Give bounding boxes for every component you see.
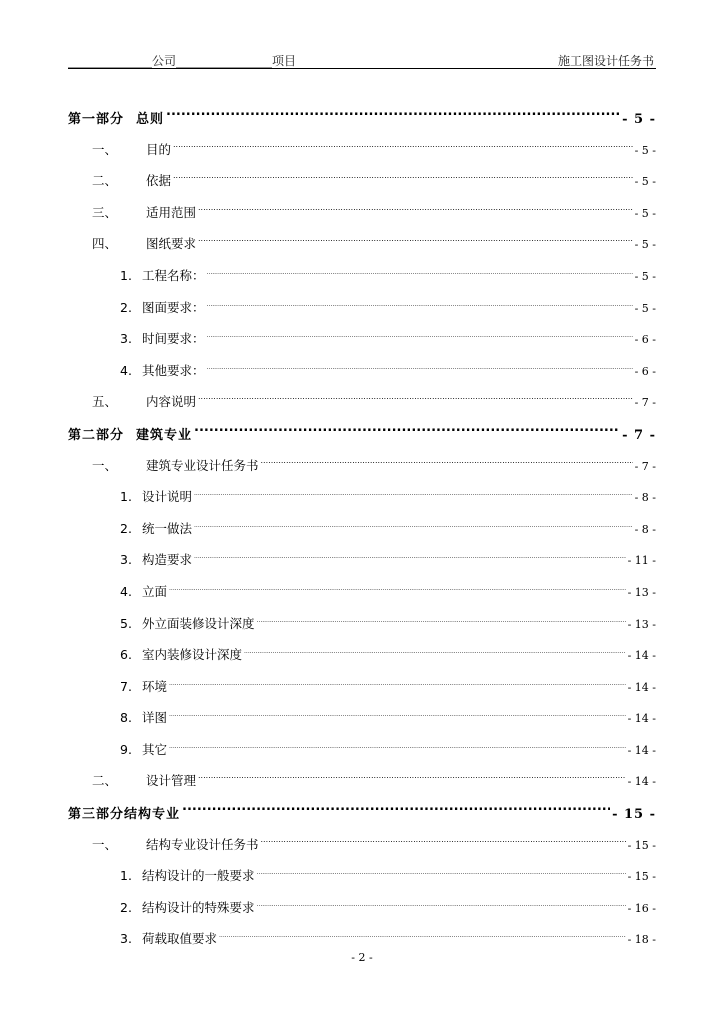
toc-dot-leader bbox=[207, 268, 633, 280]
toc-entry[interactable] bbox=[68, 550, 656, 582]
toc-entry-page: - 8 - bbox=[634, 491, 656, 505]
toc-entry[interactable] bbox=[68, 108, 656, 140]
toc-entry-title: 图纸要求 bbox=[146, 236, 197, 252]
toc-entry-label bbox=[92, 171, 171, 189]
toc-entry-number: 四、 bbox=[92, 236, 118, 252]
toc-entry-title: 统一做法 bbox=[142, 520, 193, 536]
toc-entry-page: - 7 - bbox=[622, 427, 656, 443]
toc-dot-leader bbox=[257, 900, 626, 912]
toc-dot-leader bbox=[169, 742, 626, 754]
toc-dot-leader bbox=[198, 205, 633, 217]
toc-dot-leader bbox=[194, 427, 620, 439]
toc-entry-number: 4. bbox=[120, 583, 132, 599]
toc-entry-page: - 14 - bbox=[627, 680, 656, 694]
toc-entry[interactable] bbox=[68, 866, 656, 898]
toc-entry[interactable] bbox=[68, 266, 656, 298]
toc-entry-number: 1. bbox=[120, 868, 132, 884]
toc-dot-leader bbox=[169, 584, 626, 596]
toc-entry-number: 8. bbox=[120, 710, 132, 726]
toc-entry-label bbox=[120, 582, 167, 600]
toc-entry-page: - 11 - bbox=[627, 554, 656, 568]
toc-entry-number: 一、 bbox=[92, 141, 118, 157]
toc-entry-page: - 6 - bbox=[634, 364, 656, 378]
toc-entry-label bbox=[92, 203, 196, 221]
toc-entry-label bbox=[120, 487, 192, 505]
toc-entry-page: - 13 - bbox=[627, 585, 656, 599]
toc-entry[interactable] bbox=[68, 771, 656, 803]
toc-dot-leader bbox=[194, 521, 633, 533]
toc-entry-title: 工程名称： bbox=[142, 267, 205, 283]
toc-dot-leader bbox=[219, 931, 626, 943]
toc-entry-label bbox=[68, 424, 192, 443]
toc-entry-title: 设计管理 bbox=[146, 773, 197, 789]
toc-entry-page: - 5 - bbox=[634, 238, 656, 252]
toc-entry-label bbox=[120, 614, 255, 632]
toc-entry-label bbox=[120, 550, 192, 568]
toc-entry[interactable] bbox=[68, 898, 656, 930]
toc-entry-page: - 6 - bbox=[634, 333, 656, 347]
toc-entry-number: 2. bbox=[120, 299, 132, 315]
toc-dot-leader bbox=[207, 331, 633, 343]
toc-entry-label bbox=[120, 708, 167, 726]
toc-entry-page: - 7 - bbox=[634, 459, 656, 473]
toc-entry-title: 建筑专业设计任务书 bbox=[146, 457, 259, 473]
toc-entry-label bbox=[120, 866, 255, 884]
toc-entry-title: 详图 bbox=[142, 710, 168, 726]
toc-entry[interactable] bbox=[68, 645, 656, 677]
toc-dot-leader bbox=[173, 173, 633, 185]
toc-entry-label bbox=[120, 740, 167, 758]
toc-entry-label bbox=[92, 234, 196, 252]
toc-entry-title: 其他要求： bbox=[142, 362, 205, 378]
toc-entry-page: - 14 - bbox=[627, 712, 656, 726]
toc-entry-label bbox=[68, 108, 164, 127]
header-company-project: ______________公司________________项目 bbox=[68, 54, 297, 68]
header-document-title: 施工图设计任务书 bbox=[557, 54, 654, 68]
toc-entry[interactable] bbox=[68, 424, 656, 456]
toc-entry-title: 结构专业设计任务书 bbox=[146, 836, 259, 852]
toc-entry-title: 内容说明 bbox=[146, 394, 197, 410]
toc-entry-page: - 15 - bbox=[612, 807, 656, 823]
toc-entry-number: 一、 bbox=[92, 457, 118, 473]
toc-dot-leader bbox=[198, 773, 626, 785]
toc-entry[interactable] bbox=[68, 456, 656, 488]
toc-entry-number: 二、 bbox=[92, 173, 118, 189]
toc-entry-label bbox=[120, 645, 242, 663]
toc-entry-title: 结构设计的特殊要求 bbox=[142, 899, 255, 915]
toc-entry-label bbox=[120, 519, 192, 537]
toc-entry-page: - 13 - bbox=[627, 617, 656, 631]
toc-dot-leader bbox=[198, 236, 633, 248]
toc-entry-page: - 5 - bbox=[634, 269, 656, 283]
toc-entry-page: - 5 - bbox=[622, 112, 656, 127]
toc-entry[interactable] bbox=[68, 740, 656, 772]
toc-entry-title: 依据 bbox=[146, 173, 172, 189]
toc-entry[interactable] bbox=[68, 708, 656, 740]
toc-entry-number: 三、 bbox=[92, 204, 118, 220]
toc-entry[interactable] bbox=[68, 392, 656, 424]
toc-entry-label bbox=[120, 266, 205, 284]
toc-entry-page: - 16 - bbox=[627, 901, 656, 915]
toc-entry-title: 荷载取值要求 bbox=[142, 931, 218, 947]
toc-entry-page: - 5 - bbox=[634, 301, 656, 315]
toc-entry[interactable] bbox=[68, 835, 656, 867]
toc-entry-page: - 18 - bbox=[627, 933, 656, 947]
toc-entry-page: - 15 - bbox=[627, 838, 656, 852]
toc-dot-leader bbox=[198, 394, 633, 406]
toc-dot-leader bbox=[166, 111, 620, 123]
toc-dot-leader bbox=[169, 679, 626, 691]
toc-entry[interactable] bbox=[68, 171, 656, 203]
toc-entry-label bbox=[120, 929, 217, 947]
toc-entry-page: - 5 - bbox=[634, 143, 656, 157]
toc-dot-leader bbox=[257, 616, 626, 628]
toc-entry-page: - 5 - bbox=[634, 175, 656, 189]
page-number: - 2 - bbox=[351, 951, 373, 964]
toc-entry-label bbox=[92, 140, 171, 158]
toc-entry-label bbox=[120, 677, 167, 695]
toc-entry[interactable] bbox=[68, 234, 656, 266]
toc-dot-leader bbox=[194, 552, 626, 564]
toc-entry[interactable] bbox=[68, 298, 656, 330]
page-header bbox=[68, 50, 656, 69]
toc-entry-label bbox=[92, 392, 196, 410]
toc-entry-number: 9. bbox=[120, 741, 132, 757]
table-of-contents bbox=[68, 108, 656, 961]
toc-entry-title: 立面 bbox=[142, 583, 168, 599]
toc-entry-number: 1. bbox=[120, 267, 132, 283]
toc-entry[interactable] bbox=[68, 519, 656, 551]
toc-entry-label bbox=[92, 456, 259, 474]
toc-entry-number: 6. bbox=[120, 647, 132, 663]
toc-entry-title: 时间要求： bbox=[142, 331, 205, 347]
toc-entry[interactable] bbox=[68, 582, 656, 614]
toc-entry[interactable] bbox=[68, 614, 656, 646]
toc-entry-title: 结构设计的一般要求 bbox=[142, 868, 255, 884]
toc-entry[interactable] bbox=[68, 203, 656, 235]
toc-dot-leader bbox=[169, 710, 626, 722]
toc-entry-number: 第二部分 bbox=[68, 427, 125, 443]
toc-entry-title: 适用范围 bbox=[146, 204, 197, 220]
toc-entry-number: 五、 bbox=[92, 394, 118, 410]
toc-entry-label bbox=[120, 361, 205, 379]
toc-entry-label bbox=[68, 803, 180, 822]
toc-entry-number: 二、 bbox=[92, 773, 118, 789]
toc-entry-label bbox=[92, 771, 196, 789]
toc-dot-leader bbox=[194, 489, 633, 501]
toc-entry-title: 图面要求： bbox=[142, 299, 205, 315]
toc-entry-title: 结构专业 bbox=[124, 807, 181, 823]
toc-dot-leader bbox=[257, 868, 626, 880]
toc-entry-title: 构造要求 bbox=[142, 552, 193, 568]
toc-entry-number: 3. bbox=[120, 331, 132, 347]
toc-entry[interactable] bbox=[68, 677, 656, 709]
toc-entry-page: - 15 - bbox=[627, 870, 656, 884]
toc-entry[interactable] bbox=[68, 329, 656, 361]
toc-entry-number: 第一部分 bbox=[68, 112, 125, 127]
toc-entry[interactable] bbox=[68, 487, 656, 519]
toc-entry-number: 3. bbox=[120, 552, 132, 568]
toc-dot-leader bbox=[207, 363, 633, 375]
toc-entry-page: - 14 - bbox=[627, 649, 656, 663]
toc-entry-page: - 5 - bbox=[634, 206, 656, 220]
toc-dot-leader bbox=[261, 458, 633, 470]
toc-entry-page: - 14 - bbox=[627, 775, 656, 789]
toc-entry-number: 5. bbox=[120, 615, 132, 631]
toc-entry-title: 总则 bbox=[136, 112, 165, 127]
toc-entry-title: 其它 bbox=[142, 741, 168, 757]
toc-entry-number: 3. bbox=[120, 931, 132, 947]
toc-entry[interactable] bbox=[68, 803, 656, 835]
toc-entry-page: - 8 - bbox=[634, 522, 656, 536]
toc-entry-page: - 14 - bbox=[627, 743, 656, 757]
toc-entry-label bbox=[92, 835, 259, 853]
toc-entry-number: 2. bbox=[120, 899, 132, 915]
toc-entry-title: 建筑专业 bbox=[136, 427, 193, 443]
toc-entry-number: 2. bbox=[120, 520, 132, 536]
toc-entry-title: 设计说明 bbox=[142, 489, 193, 505]
toc-entry-number: 一、 bbox=[92, 836, 118, 852]
toc-entry-number: 1. bbox=[120, 489, 132, 505]
toc-entry-title: 环境 bbox=[142, 678, 168, 694]
toc-dot-leader bbox=[173, 142, 633, 154]
toc-dot-leader bbox=[182, 806, 610, 818]
toc-entry-title: 外立面装修设计深度 bbox=[142, 615, 255, 631]
toc-entry[interactable] bbox=[68, 361, 656, 393]
toc-entry-number: 4. bbox=[120, 362, 132, 378]
toc-entry-title: 目的 bbox=[146, 141, 172, 157]
toc-dot-leader bbox=[207, 300, 633, 312]
toc-entry-number: 第三部分 bbox=[68, 807, 125, 823]
toc-dot-leader bbox=[261, 837, 626, 849]
toc-dot-leader bbox=[244, 647, 626, 659]
toc-entry-page: - 7 - bbox=[634, 396, 656, 410]
toc-entry[interactable] bbox=[68, 140, 656, 172]
toc-entry-title: 室内装修设计深度 bbox=[142, 647, 243, 663]
toc-entry-number: 7. bbox=[120, 678, 132, 694]
toc-entry-label bbox=[120, 329, 205, 347]
toc-entry-label bbox=[120, 298, 205, 316]
toc-entry-label bbox=[120, 898, 255, 916]
